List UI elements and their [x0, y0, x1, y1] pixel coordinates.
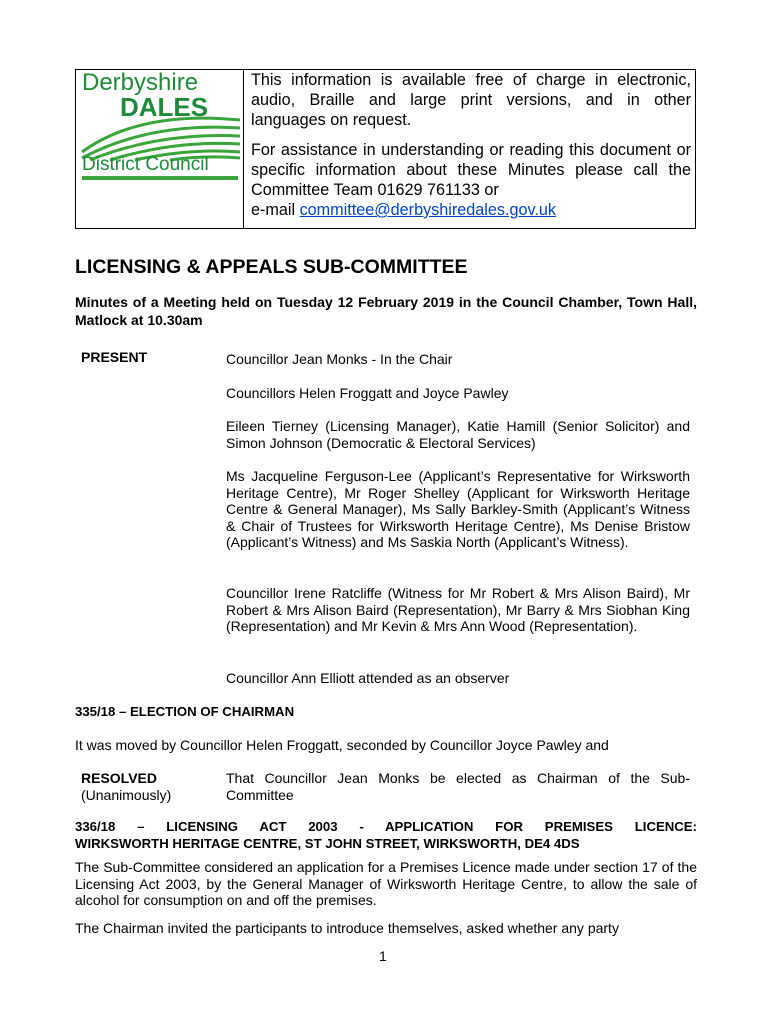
item-336-heading-line2: WIRKSWORTH HERITAGE CENTRE, ST JOHN STREET, WIRKSWORTH, DE4 4DS: [75, 836, 580, 851]
logo-district-council: District Council: [82, 154, 209, 175]
resolved-sub: (Unanimously): [81, 787, 172, 803]
present-item: Councillor Irene Ratcliffe (Witness for Mr Robert & Mrs Alison Baird), Mr Robert & Mrs Alison Baird (Representation), Mr Barry & Mrs Siobhan King (Representation) and Mr Kevin & Mrs Ann Wood (Representation).: [226, 585, 690, 634]
present-item: Ms Jacqueline Ferguson-Lee (Applicant’s Representative for Wirksworth Heritage Centre), Mr Roger Shelley (Applicant for Wirksworth Heritage Centre & General Manager), Ms Sally Barkley-Smith (Applicant’s Witness & Chair of Trustees for Wirksworth Heritage Centre), Ms Denise Bristow (Applicant’s Witness) and Ms Saskia North (Applicant’s Witness).: [226, 468, 690, 550]
accessibility-info: [251, 70, 691, 220]
resolved-text: That Councillor Jean Monks be elected as Chairman of the Sub-Committee: [226, 770, 690, 803]
page-number: 1: [379, 948, 387, 964]
meeting-info: Minutes of a Meeting held on Tuesday 12 February 2019 in the Council Chamber, Town Hall, Matlock at 10.30am: [75, 294, 697, 328]
present-item: Councillors Helen Froggatt and Joyce Pawley: [226, 385, 509, 401]
info-paragraph-1: This information is available free of charge in electronic, audio, Braille and large print versions, and in other languages on request.: [251, 71, 691, 129]
item-335-heading: 335/18 – ELECTION OF CHAIRMAN: [75, 704, 295, 719]
logo-derbyshire: Derbyshire: [82, 70, 199, 96]
item-336-heading-line1: 336/18 – LICENSING ACT 2003 - APPLICATION FOR PREMISES LICENCE:: [75, 819, 697, 834]
present-item: Eileen Tierney (Licensing Manager), Katie Hamill (Senior Solicitor) and Simon Johnson (Democratic & Electoral Services): [226, 418, 690, 451]
page-title: LICENSING & APPEALS SUB-COMMITTEE: [75, 256, 468, 278]
present-item: Councillor Jean Monks - In the Chair: [226, 351, 453, 367]
present-label: PRESENT: [81, 349, 148, 365]
logo-dales: DALES: [120, 92, 209, 122]
header-box: [75, 69, 696, 229]
logo-underline: [82, 176, 238, 180]
item-335-text: It was moved by Councillor Helen Froggatt, seconded by Councillor Joyce Pawley and: [75, 737, 609, 753]
committee-email-link[interactable]: committee@derbyshiredales.gov.uk: [299, 201, 556, 219]
council-logo: [80, 70, 240, 185]
resolved-label: RESOLVED: [81, 770, 157, 786]
item-336-paragraph-1: The Sub-Committee considered an application for a Premises Licence made under section 17 of the Licensing Act 2003, by the General Manager of Wirksworth Heritage Centre, to allow the sale of alcohol for consumption on and off the premises.: [75, 859, 697, 908]
present-item: Councillor Ann Elliott attended as an observer: [226, 670, 510, 686]
info-paragraph-2: For assistance in understanding or reading this document or specific information about these Minutes please call the Committee Team 01629 761133 or e-mail committee@derbyshiredales.gov.uk: [251, 141, 691, 219]
header-divider: [243, 70, 244, 228]
item-336-paragraph-2: The Chairman invited the participants to introduce themselves, asked whether any party: [75, 920, 619, 936]
